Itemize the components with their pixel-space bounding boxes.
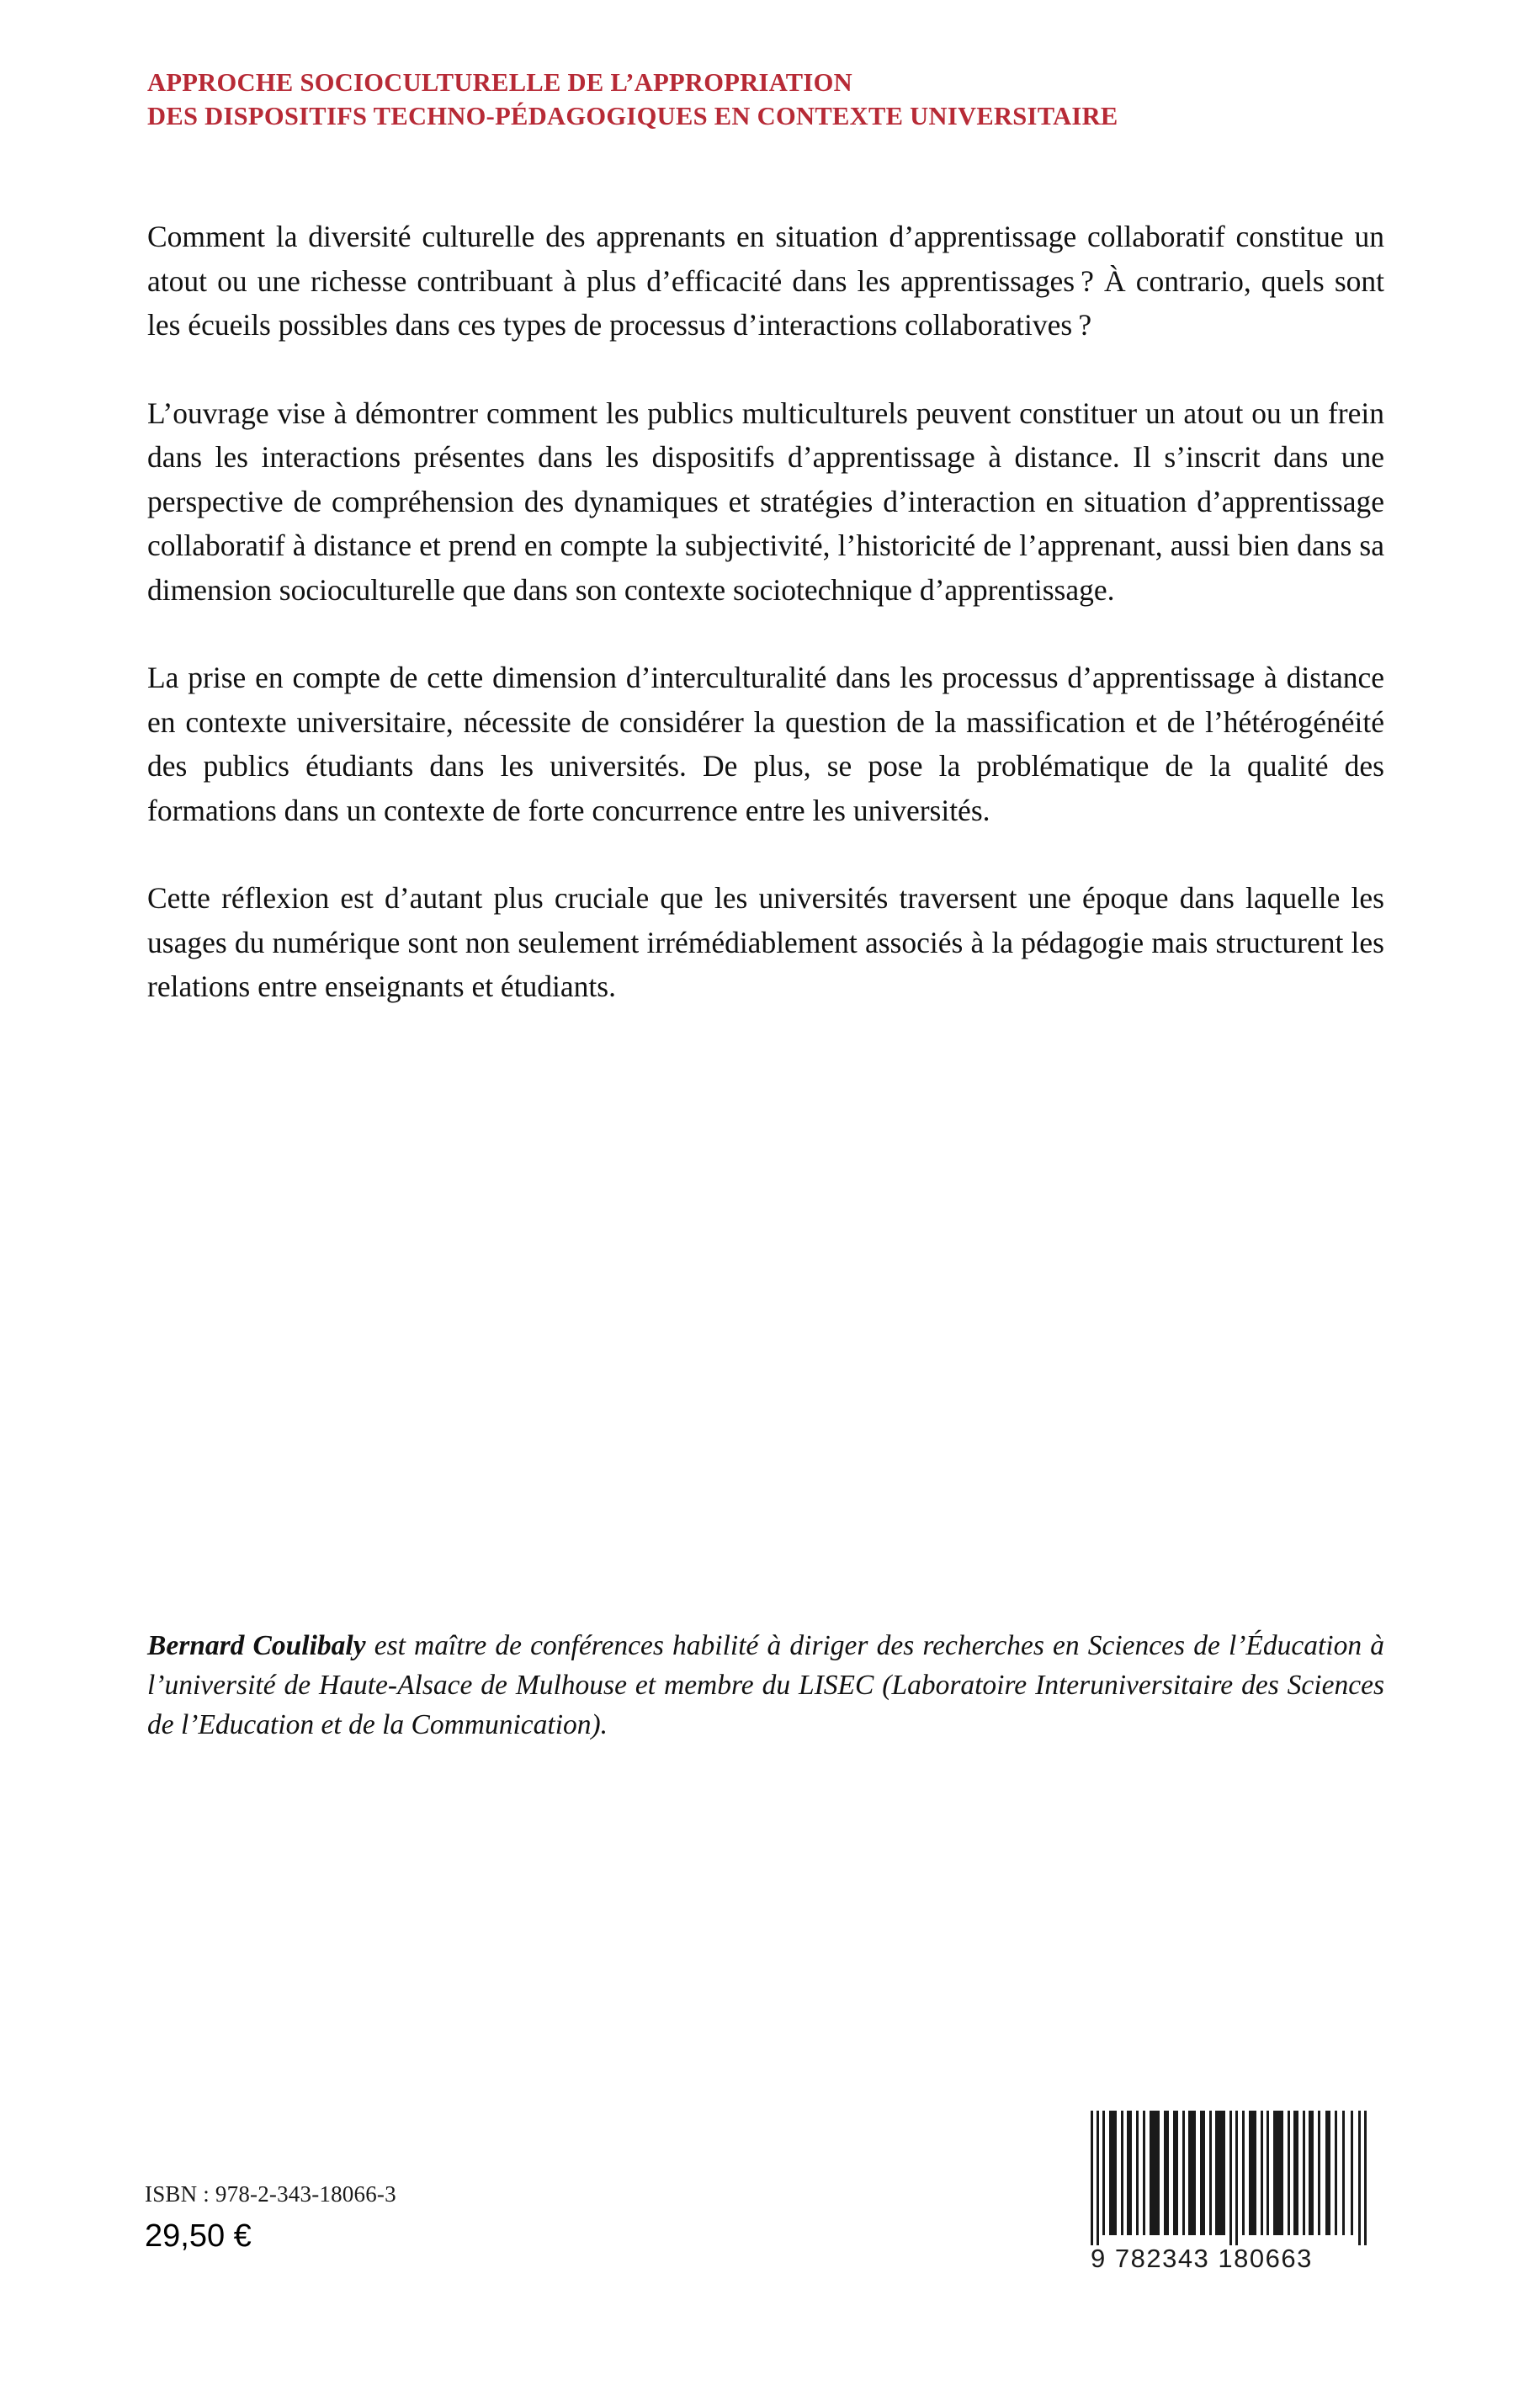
isbn-text: ISBN : 978-2-343-18066-3 [145, 2181, 396, 2207]
cover-title [147, 66, 1393, 133]
blurb-text [147, 215, 1384, 1009]
author-name: Bernard Coulibaly [147, 1630, 366, 1661]
cover-title-line-2: DES DISPOSITIFS TECHNO-PÉDAGOGIQUES EN CONTEXTE UNIVERSITAIRE [147, 102, 1118, 130]
author-bio [147, 1626, 1384, 1745]
blurb-paragraph-2: L’ouvrage vise à démontrer comment les publics multiculturels peuvent constituer un atout ou un frein dans les interactions présentes dans les dispositifs d’apprentissage à distance. Il s’inscrit dans une perspective de compréhension des dynamiques et stratégies d’interaction en situation d’apprentissage collaboratif à distance et prend en compte la subjectivité, l’historicité de l’apprenant, aussi bien dans sa dimension socioculturelle que dans son contexte sociotechnique d’apprentissage. [147, 396, 1384, 607]
author-bio-text: est maître de conférences habilité à diriger des recherches en Sciences de l’Éducation à l’université de Haute-Alsace de Mulhouse et membre du LISEC (Laboratoire Interuniversitaire des Sciences de l’Education et de la Communication). [147, 1630, 1384, 1740]
price-text: 29,50 € [145, 2218, 252, 2254]
barcode-bars-icon [1089, 2111, 1373, 2245]
barcode [1089, 2111, 1373, 2274]
blurb-paragraph-1: Comment la diversité culturelle des apprenants en situation d’apprentissage collaboratif constitue un atout ou une richesse contribuant à plus d’efficacité dans les apprentissages ? À contrario, quels sont les écueils possibles dans ces types de processus d’interactions collaboratives ? [147, 220, 1384, 342]
author-bio-paragraph [147, 1626, 1384, 1745]
footer-left-block [145, 2180, 396, 2255]
blurb-paragraph-3: La prise en compte de cette dimension d’interculturalité dans les processus d’apprentissage à distance en contexte universitaire, nécessite de considérer la question de la massification et de l’hétérogénéité des publics étudiants dans les universités. De plus, se pose la problématique de la qualité des formations dans un contexte de forte concurrence entre les universités. [147, 661, 1384, 827]
blurb-paragraph-4: Cette réflexion est d’autant plus cruciale que les universités traversent une époque dans laquelle les usages du numérique sont non seulement irrémédiablement associés à la pédagogie mais structurent les relations entre enseignants et étudiants. [147, 881, 1384, 1003]
cover-title-line-1: APPROCHE SOCIOCULTURELLE DE L’APPROPRIATION [147, 68, 852, 97]
barcode-digits: 9 782343 180663 [1091, 2244, 1313, 2273]
